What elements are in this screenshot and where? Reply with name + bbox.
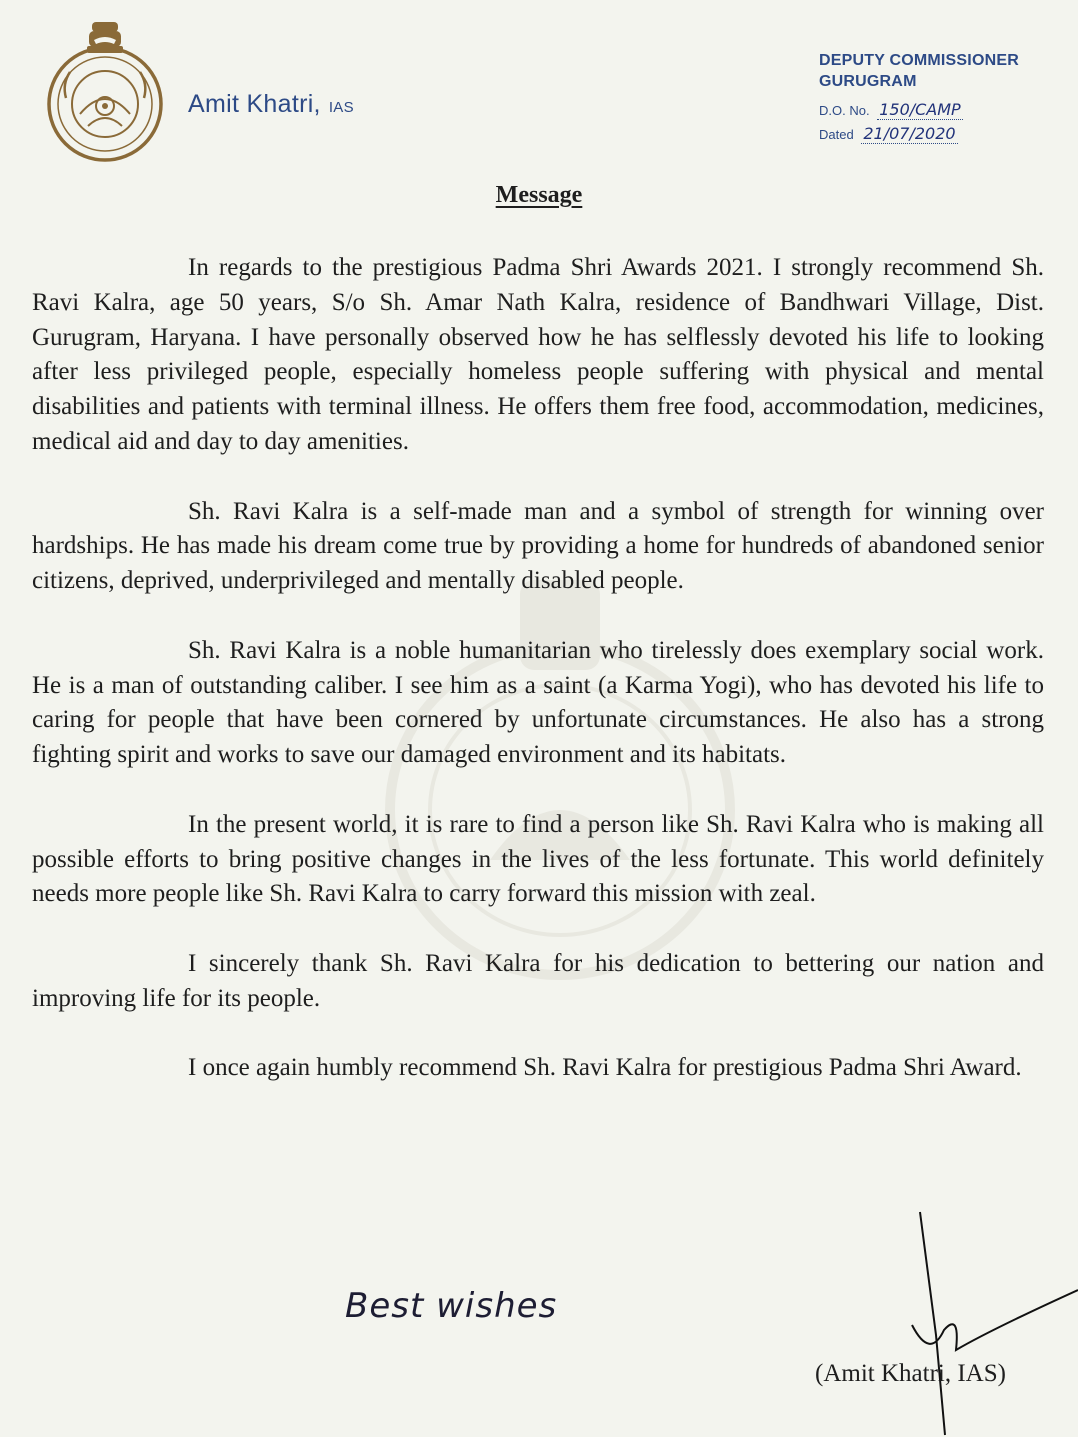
dated-line — [819, 124, 1059, 146]
officer-name — [188, 90, 354, 119]
dated-value: 21/07/2020 — [863, 124, 956, 143]
do-value: 150/CAMP — [879, 100, 961, 119]
signatory-name: (Amit Khatri, IAS) — [815, 1360, 1006, 1387]
haryana-emblem-icon — [40, 14, 170, 164]
signature-icon — [900, 1210, 1078, 1437]
paragraph-2: Sh. Ravi Kalra is a self-made man and a symbol of strength for winning over hardships. He has made his dream come true by providing a home for hundreds of abandoned senior citizens, deprived, underprivileged and mentally disabled people. — [32, 497, 1044, 595]
handwritten-signoff: Best wishes — [345, 1286, 558, 1326]
document-title — [0, 182, 1078, 209]
paragraph-1: In regards to the prestigious Padma Shri Awards 2021. I strongly recommend Sh. Ravi Kalra, age 50 years, S/o Sh. Amar Nath Kalra, residence of Bandhwari Village, Dist. Gurugram, Haryana. I have personally observed how he has selflessly devoted his life to looking after less privileged people, especially homeless people suffering with physical and mental disabilities and patients with terminal illness. He offers them free food, accommodation, medicines, medical aid and day to day amenities. — [32, 254, 1044, 455]
officer-service: IAS — [328, 99, 354, 116]
dated-label: Dated — [819, 127, 854, 142]
office-title-line1: DEPUTY COMMISSIONER — [819, 52, 1019, 69]
paragraph-5: I sincerely thank Sh. Ravi Kalra for his dedication to bettering our nation and improving life for its people. — [32, 949, 1044, 1012]
office-reference-block — [819, 50, 1059, 146]
letter-body — [32, 251, 1044, 1121]
office-title-line2: GURUGRAM — [819, 73, 917, 90]
document-title-text: Message — [495, 182, 583, 208]
do-label: D.O. No. — [819, 103, 870, 118]
paragraph-3: Sh. Ravi Kalra is a noble humanitarian who tirelessly does exemplary social work. He is a man of outstanding caliber. I see him as a saint (a Karma Yogi), who has devoted his life to caring for people that have been cornered by unfortunate circumstances. He also has a strong fighting spirit and works to save our damaged environment and its habitats. — [32, 636, 1044, 769]
paragraph-4: In the present world, it is rare to find a person like Sh. Ravi Kalra who is making all possible efforts to bring positive changes in the lives of the less fortunate. This world definitely needs more people like Sh. Ravi Kalra to carry forward this mission with zeal. — [32, 810, 1044, 908]
paragraph-6: I once again humbly recommend Sh. Ravi Kalra for prestigious Padma Shri Award. — [188, 1054, 1022, 1082]
officer-name-text: Amit Khatri, — [188, 90, 321, 118]
do-number-line — [819, 100, 1059, 122]
